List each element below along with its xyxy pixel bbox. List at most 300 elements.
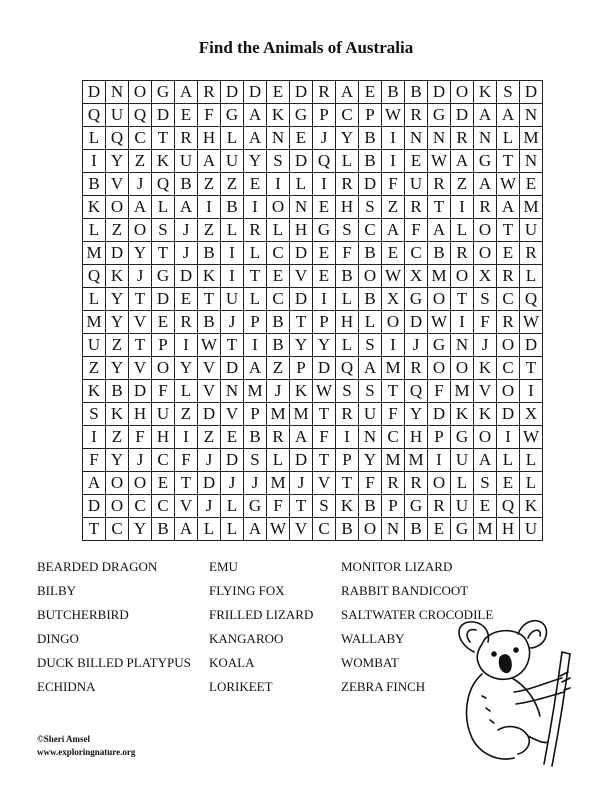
grid-cell[interactable]: H <box>129 403 152 426</box>
grid-cell[interactable]: E <box>313 265 336 288</box>
grid-cell[interactable]: M <box>83 242 106 265</box>
grid-cell[interactable]: Y <box>313 334 336 357</box>
grid-cell[interactable]: D <box>221 81 244 104</box>
grid-cell[interactable]: D <box>290 288 313 311</box>
grid-cell[interactable]: I <box>175 426 198 449</box>
grid-cell[interactable]: A <box>497 104 520 127</box>
grid-cell[interactable]: Y <box>106 311 129 334</box>
grid-cell[interactable]: K <box>267 104 290 127</box>
grid-cell[interactable]: B <box>221 196 244 219</box>
grid-cell[interactable]: L <box>336 334 359 357</box>
grid-cell[interactable]: A <box>428 219 451 242</box>
grid-cell[interactable]: E <box>497 242 520 265</box>
grid-cell[interactable]: I <box>382 127 405 150</box>
grid-cell[interactable]: I <box>313 288 336 311</box>
grid-cell[interactable]: H <box>336 311 359 334</box>
grid-cell[interactable]: H <box>497 518 520 541</box>
grid-cell[interactable]: N <box>290 196 313 219</box>
grid-cell[interactable]: X <box>520 403 543 426</box>
grid-cell[interactable]: W <box>428 311 451 334</box>
grid-cell[interactable]: R <box>497 265 520 288</box>
grid-cell[interactable]: O <box>359 518 382 541</box>
grid-cell[interactable]: H <box>290 219 313 242</box>
grid-cell[interactable]: Z <box>382 196 405 219</box>
grid-cell[interactable]: T <box>497 219 520 242</box>
grid-cell[interactable]: N <box>428 127 451 150</box>
grid-cell[interactable]: F <box>428 380 451 403</box>
grid-cell[interactable]: I <box>198 196 221 219</box>
grid-cell[interactable]: U <box>152 403 175 426</box>
grid-cell[interactable]: G <box>428 334 451 357</box>
grid-cell[interactable]: L <box>520 449 543 472</box>
grid-cell[interactable]: D <box>198 403 221 426</box>
grid-cell[interactable]: S <box>359 196 382 219</box>
grid-cell[interactable]: X <box>405 265 428 288</box>
grid-cell[interactable]: M <box>267 472 290 495</box>
grid-cell[interactable]: Q <box>83 265 106 288</box>
grid-cell[interactable]: D <box>313 357 336 380</box>
grid-cell[interactable]: D <box>221 449 244 472</box>
grid-cell[interactable]: Q <box>405 380 428 403</box>
grid-cell[interactable]: J <box>290 472 313 495</box>
grid-cell[interactable]: T <box>152 242 175 265</box>
grid-cell[interactable]: P <box>244 311 267 334</box>
grid-cell[interactable]: L <box>83 127 106 150</box>
grid-cell[interactable]: D <box>520 334 543 357</box>
grid-cell[interactable]: A <box>129 196 152 219</box>
grid-cell[interactable]: O <box>451 81 474 104</box>
grid-cell[interactable]: I <box>382 334 405 357</box>
grid-cell[interactable]: Z <box>106 334 129 357</box>
grid-cell[interactable]: C <box>336 104 359 127</box>
grid-cell[interactable]: P <box>290 357 313 380</box>
grid-cell[interactable]: N <box>267 127 290 150</box>
grid-cell[interactable]: F <box>175 449 198 472</box>
grid-cell[interactable]: Y <box>405 403 428 426</box>
grid-cell[interactable]: A <box>474 449 497 472</box>
grid-cell[interactable]: C <box>106 518 129 541</box>
grid-cell[interactable]: H <box>152 426 175 449</box>
grid-cell[interactable]: F <box>405 219 428 242</box>
grid-cell[interactable]: I <box>313 173 336 196</box>
grid-cell[interactable]: N <box>106 81 129 104</box>
grid-cell[interactable]: D <box>520 81 543 104</box>
grid-cell[interactable]: E <box>290 127 313 150</box>
grid-cell[interactable]: J <box>175 242 198 265</box>
grid-cell[interactable]: V <box>313 472 336 495</box>
grid-cell[interactable]: F <box>267 495 290 518</box>
grid-cell[interactable]: D <box>290 150 313 173</box>
grid-cell[interactable]: N <box>520 104 543 127</box>
grid-cell[interactable]: Q <box>336 357 359 380</box>
grid-cell[interactable]: V <box>290 265 313 288</box>
grid-cell[interactable]: B <box>359 242 382 265</box>
grid-cell[interactable]: D <box>106 242 129 265</box>
grid-cell[interactable]: S <box>474 288 497 311</box>
grid-cell[interactable]: Q <box>313 150 336 173</box>
grid-cell[interactable]: C <box>267 242 290 265</box>
grid-cell[interactable]: C <box>152 449 175 472</box>
grid-cell[interactable]: Y <box>106 288 129 311</box>
grid-cell[interactable]: P <box>244 403 267 426</box>
grid-cell[interactable]: B <box>336 265 359 288</box>
grid-cell[interactable]: O <box>106 495 129 518</box>
grid-cell[interactable]: V <box>198 357 221 380</box>
grid-cell[interactable]: G <box>405 288 428 311</box>
grid-cell[interactable]: G <box>405 495 428 518</box>
grid-cell[interactable]: L <box>83 219 106 242</box>
grid-cell[interactable]: O <box>451 265 474 288</box>
grid-cell[interactable]: E <box>405 150 428 173</box>
grid-cell[interactable]: V <box>175 495 198 518</box>
grid-cell[interactable]: Y <box>359 449 382 472</box>
grid-cell[interactable]: L <box>221 127 244 150</box>
grid-cell[interactable]: K <box>451 403 474 426</box>
grid-cell[interactable]: M <box>382 357 405 380</box>
grid-cell[interactable]: C <box>359 219 382 242</box>
grid-cell[interactable]: R <box>451 127 474 150</box>
grid-cell[interactable]: L <box>198 518 221 541</box>
grid-cell[interactable]: D <box>152 288 175 311</box>
grid-cell[interactable]: T <box>428 196 451 219</box>
grid-cell[interactable]: O <box>267 196 290 219</box>
grid-cell[interactable]: M <box>474 518 497 541</box>
grid-cell[interactable]: D <box>152 104 175 127</box>
grid-cell[interactable]: D <box>221 357 244 380</box>
grid-cell[interactable]: W <box>520 426 543 449</box>
grid-cell[interactable]: C <box>267 288 290 311</box>
grid-cell[interactable]: K <box>106 265 129 288</box>
grid-cell[interactable]: V <box>106 173 129 196</box>
grid-cell[interactable]: E <box>244 173 267 196</box>
grid-cell[interactable]: J <box>198 495 221 518</box>
grid-cell[interactable]: K <box>520 495 543 518</box>
grid-cell[interactable]: S <box>313 495 336 518</box>
grid-cell[interactable]: U <box>520 219 543 242</box>
grid-cell[interactable]: N <box>520 150 543 173</box>
grid-cell[interactable]: D <box>428 81 451 104</box>
grid-cell[interactable]: A <box>474 104 497 127</box>
grid-cell[interactable]: C <box>497 357 520 380</box>
grid-cell[interactable]: D <box>175 265 198 288</box>
grid-cell[interactable]: C <box>497 288 520 311</box>
grid-cell[interactable]: R <box>244 219 267 242</box>
grid-cell[interactable]: F <box>382 403 405 426</box>
grid-cell[interactable]: O <box>129 472 152 495</box>
grid-cell[interactable]: I <box>336 426 359 449</box>
grid-cell[interactable]: N <box>359 426 382 449</box>
grid-cell[interactable]: K <box>474 357 497 380</box>
grid-cell[interactable]: B <box>382 81 405 104</box>
grid-cell[interactable]: Q <box>152 173 175 196</box>
grid-cell[interactable]: E <box>175 104 198 127</box>
grid-cell[interactable]: P <box>428 426 451 449</box>
grid-cell[interactable]: G <box>451 518 474 541</box>
grid-cell[interactable]: D <box>290 449 313 472</box>
grid-cell[interactable]: B <box>106 380 129 403</box>
grid-cell[interactable]: P <box>382 495 405 518</box>
grid-cell[interactable]: G <box>290 104 313 127</box>
grid-cell[interactable]: U <box>451 495 474 518</box>
grid-cell[interactable]: E <box>313 242 336 265</box>
grid-cell[interactable]: T <box>497 150 520 173</box>
grid-cell[interactable]: O <box>474 426 497 449</box>
grid-cell[interactable]: V <box>129 357 152 380</box>
grid-cell[interactable]: E <box>267 81 290 104</box>
grid-cell[interactable]: R <box>175 127 198 150</box>
grid-cell[interactable]: K <box>83 196 106 219</box>
grid-cell[interactable]: D <box>359 173 382 196</box>
grid-cell[interactable]: M <box>267 403 290 426</box>
grid-cell[interactable]: V <box>474 380 497 403</box>
grid-cell[interactable]: B <box>267 334 290 357</box>
grid-cell[interactable]: H <box>336 196 359 219</box>
grid-cell[interactable]: T <box>244 265 267 288</box>
grid-cell[interactable]: E <box>175 288 198 311</box>
grid-cell[interactable]: B <box>83 173 106 196</box>
grid-cell[interactable]: T <box>198 288 221 311</box>
grid-cell[interactable]: W <box>428 150 451 173</box>
grid-cell[interactable]: Z <box>198 219 221 242</box>
grid-cell[interactable]: U <box>520 518 543 541</box>
grid-cell[interactable]: L <box>152 196 175 219</box>
grid-cell[interactable]: R <box>382 472 405 495</box>
grid-cell[interactable]: E <box>428 518 451 541</box>
grid-cell[interactable]: K <box>336 495 359 518</box>
grid-cell[interactable]: T <box>83 518 106 541</box>
grid-cell[interactable]: J <box>198 449 221 472</box>
grid-cell[interactable]: C <box>129 495 152 518</box>
grid-cell[interactable]: N <box>474 127 497 150</box>
grid-cell[interactable]: Y <box>129 242 152 265</box>
grid-cell[interactable]: W <box>313 380 336 403</box>
grid-cell[interactable]: L <box>221 219 244 242</box>
grid-cell[interactable]: O <box>474 219 497 242</box>
grid-cell[interactable]: J <box>129 173 152 196</box>
grid-cell[interactable]: E <box>313 196 336 219</box>
grid-cell[interactable]: R <box>428 173 451 196</box>
grid-cell[interactable]: Z <box>175 403 198 426</box>
grid-cell[interactable]: Z <box>129 150 152 173</box>
grid-cell[interactable]: S <box>359 380 382 403</box>
grid-cell[interactable]: B <box>267 311 290 334</box>
grid-cell[interactable]: Z <box>198 426 221 449</box>
grid-cell[interactable]: T <box>175 472 198 495</box>
grid-cell[interactable]: Z <box>221 173 244 196</box>
grid-cell[interactable]: K <box>290 380 313 403</box>
grid-cell[interactable]: V <box>198 380 221 403</box>
grid-cell[interactable]: O <box>106 472 129 495</box>
grid-cell[interactable]: F <box>313 426 336 449</box>
grid-cell[interactable]: W <box>382 104 405 127</box>
grid-cell[interactable]: N <box>451 334 474 357</box>
grid-cell[interactable]: X <box>382 288 405 311</box>
grid-cell[interactable]: R <box>405 196 428 219</box>
grid-cell[interactable]: C <box>152 495 175 518</box>
grid-cell[interactable]: A <box>244 357 267 380</box>
grid-cell[interactable]: I <box>382 150 405 173</box>
grid-cell[interactable]: F <box>359 472 382 495</box>
grid-cell[interactable]: E <box>497 472 520 495</box>
grid-cell[interactable]: T <box>313 449 336 472</box>
grid-cell[interactable]: X <box>474 265 497 288</box>
grid-cell[interactable]: Z <box>106 426 129 449</box>
grid-cell[interactable]: C <box>405 242 428 265</box>
grid-cell[interactable]: D <box>83 81 106 104</box>
grid-cell[interactable]: R <box>405 104 428 127</box>
grid-cell[interactable]: Z <box>83 357 106 380</box>
grid-cell[interactable]: I <box>221 265 244 288</box>
grid-cell[interactable]: W <box>520 311 543 334</box>
grid-cell[interactable]: Q <box>106 127 129 150</box>
grid-cell[interactable]: D <box>290 242 313 265</box>
grid-cell[interactable]: O <box>152 357 175 380</box>
grid-cell[interactable]: U <box>221 150 244 173</box>
grid-cell[interactable]: I <box>497 426 520 449</box>
grid-cell[interactable]: A <box>244 518 267 541</box>
grid-cell[interactable]: I <box>221 242 244 265</box>
grid-cell[interactable]: L <box>520 265 543 288</box>
grid-cell[interactable]: B <box>198 242 221 265</box>
grid-cell[interactable]: F <box>83 449 106 472</box>
grid-cell[interactable]: S <box>359 334 382 357</box>
grid-cell[interactable]: Q <box>497 495 520 518</box>
grid-cell[interactable]: T <box>290 311 313 334</box>
grid-cell[interactable]: L <box>451 472 474 495</box>
grid-cell[interactable]: V <box>129 311 152 334</box>
grid-cell[interactable]: J <box>267 380 290 403</box>
grid-cell[interactable]: W <box>198 334 221 357</box>
grid-cell[interactable]: I <box>83 150 106 173</box>
grid-cell[interactable]: S <box>474 472 497 495</box>
grid-cell[interactable]: G <box>244 495 267 518</box>
grid-cell[interactable]: B <box>359 127 382 150</box>
grid-cell[interactable]: T <box>290 495 313 518</box>
grid-cell[interactable]: P <box>359 104 382 127</box>
grid-cell[interactable]: B <box>359 495 382 518</box>
grid-cell[interactable]: S <box>336 219 359 242</box>
grid-cell[interactable]: F <box>198 104 221 127</box>
grid-cell[interactable]: H <box>405 426 428 449</box>
grid-cell[interactable]: M <box>520 196 543 219</box>
grid-cell[interactable]: K <box>474 403 497 426</box>
grid-cell[interactable]: Z <box>198 173 221 196</box>
grid-cell[interactable]: D <box>497 403 520 426</box>
grid-cell[interactable]: G <box>451 426 474 449</box>
grid-cell[interactable]: E <box>359 81 382 104</box>
grid-cell[interactable]: B <box>359 288 382 311</box>
grid-cell[interactable]: O <box>497 334 520 357</box>
grid-cell[interactable]: B <box>175 173 198 196</box>
grid-cell[interactable]: U <box>175 150 198 173</box>
grid-cell[interactable]: M <box>451 380 474 403</box>
grid-cell[interactable]: I <box>451 311 474 334</box>
grid-cell[interactable]: S <box>152 219 175 242</box>
grid-cell[interactable]: L <box>244 288 267 311</box>
grid-cell[interactable]: A <box>290 426 313 449</box>
grid-cell[interactable]: U <box>106 104 129 127</box>
grid-cell[interactable]: P <box>313 311 336 334</box>
grid-cell[interactable]: J <box>313 127 336 150</box>
grid-cell[interactable]: A <box>175 518 198 541</box>
grid-cell[interactable]: L <box>290 173 313 196</box>
grid-cell[interactable]: K <box>474 81 497 104</box>
grid-cell[interactable]: D <box>244 81 267 104</box>
grid-cell[interactable]: Q <box>83 104 106 127</box>
grid-cell[interactable]: S <box>336 380 359 403</box>
grid-cell[interactable]: Q <box>129 104 152 127</box>
grid-cell[interactable]: K <box>83 380 106 403</box>
grid-cell[interactable]: L <box>267 449 290 472</box>
grid-cell[interactable]: E <box>520 173 543 196</box>
grid-cell[interactable]: K <box>198 265 221 288</box>
grid-cell[interactable]: B <box>244 426 267 449</box>
grid-cell[interactable]: V <box>221 403 244 426</box>
grid-cell[interactable]: D <box>428 403 451 426</box>
grid-cell[interactable]: R <box>336 403 359 426</box>
grid-cell[interactable]: G <box>474 150 497 173</box>
grid-cell[interactable]: R <box>175 311 198 334</box>
grid-cell[interactable]: C <box>382 426 405 449</box>
grid-cell[interactable]: B <box>405 81 428 104</box>
grid-cell[interactable]: Z <box>267 357 290 380</box>
grid-cell[interactable]: J <box>221 311 244 334</box>
grid-cell[interactable]: H <box>198 127 221 150</box>
grid-cell[interactable]: J <box>129 449 152 472</box>
grid-cell[interactable]: J <box>175 219 198 242</box>
grid-cell[interactable]: R <box>313 81 336 104</box>
grid-cell[interactable]: F <box>382 173 405 196</box>
grid-cell[interactable]: T <box>129 334 152 357</box>
grid-cell[interactable]: I <box>428 449 451 472</box>
grid-cell[interactable]: K <box>106 403 129 426</box>
grid-cell[interactable]: T <box>313 403 336 426</box>
grid-cell[interactable]: R <box>497 311 520 334</box>
grid-cell[interactable]: L <box>336 150 359 173</box>
grid-cell[interactable]: J <box>405 334 428 357</box>
grid-cell[interactable]: R <box>428 495 451 518</box>
grid-cell[interactable]: U <box>221 288 244 311</box>
grid-cell[interactable]: Y <box>290 334 313 357</box>
grid-cell[interactable]: E <box>474 495 497 518</box>
grid-cell[interactable]: O <box>428 288 451 311</box>
grid-cell[interactable]: G <box>428 104 451 127</box>
grid-cell[interactable]: A <box>83 472 106 495</box>
grid-cell[interactable]: J <box>129 265 152 288</box>
grid-cell[interactable]: Z <box>451 173 474 196</box>
grid-cell[interactable]: J <box>244 472 267 495</box>
grid-cell[interactable]: M <box>405 449 428 472</box>
grid-cell[interactable]: L <box>267 219 290 242</box>
grid-cell[interactable]: Z <box>106 219 129 242</box>
grid-cell[interactable]: E <box>152 311 175 334</box>
grid-cell[interactable]: O <box>428 472 451 495</box>
grid-cell[interactable]: J <box>221 472 244 495</box>
grid-cell[interactable]: L <box>497 127 520 150</box>
grid-cell[interactable]: A <box>175 81 198 104</box>
grid-cell[interactable]: D <box>83 495 106 518</box>
grid-cell[interactable]: Y <box>106 150 129 173</box>
grid-cell[interactable]: T <box>382 380 405 403</box>
grid-cell[interactable]: L <box>336 288 359 311</box>
grid-cell[interactable]: F <box>152 380 175 403</box>
grid-cell[interactable]: M <box>244 380 267 403</box>
grid-cell[interactable]: A <box>451 150 474 173</box>
grid-cell[interactable]: R <box>405 357 428 380</box>
grid-cell[interactable]: S <box>244 449 267 472</box>
grid-cell[interactable]: T <box>152 127 175 150</box>
grid-cell[interactable]: U <box>405 173 428 196</box>
